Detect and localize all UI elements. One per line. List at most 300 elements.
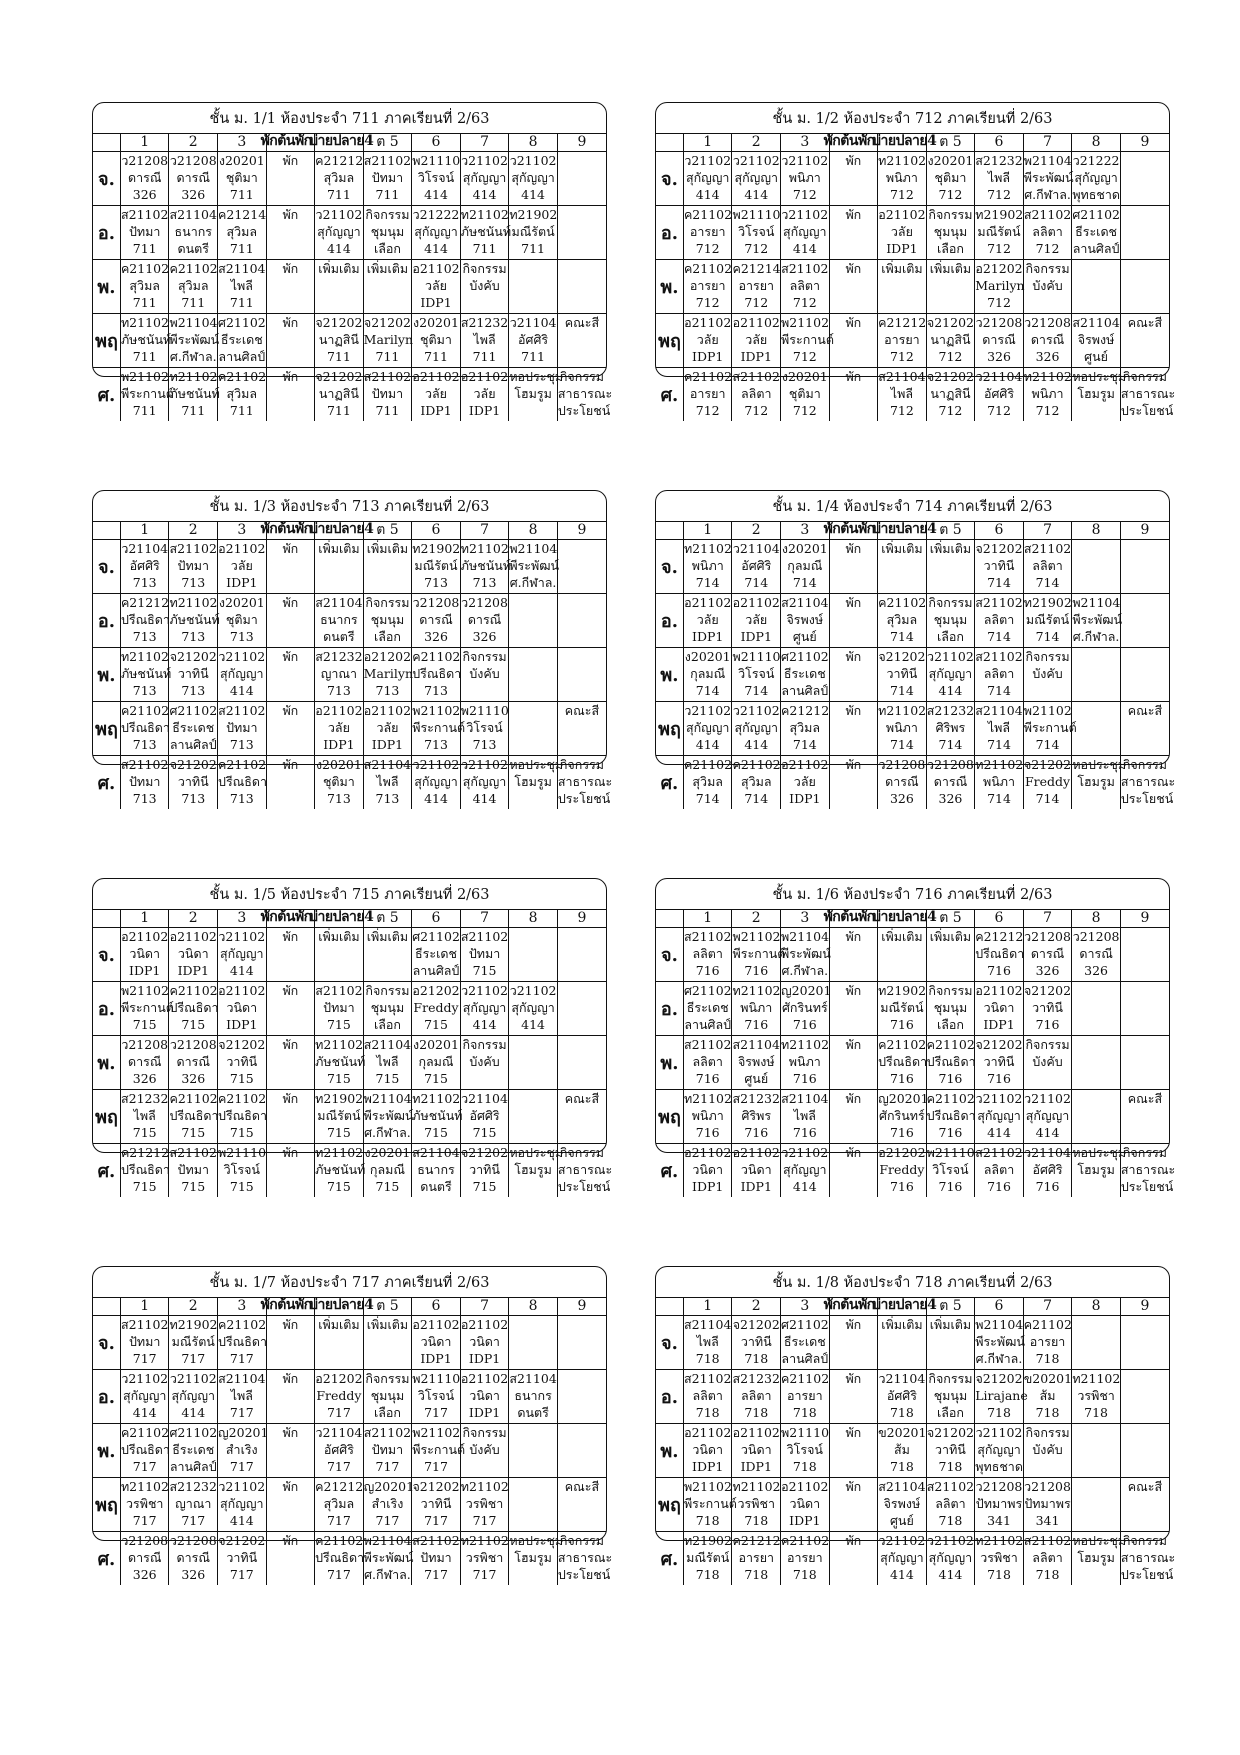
period-cell (878, 206, 927, 260)
period-cell (460, 1036, 509, 1090)
period-cell (975, 540, 1024, 594)
period-cell (169, 756, 218, 810)
subject-code: อ21102 (684, 1425, 732, 1440)
period-cell (120, 368, 174, 422)
room-label: 414 (181, 1405, 206, 1420)
room-label: 414 (938, 683, 963, 698)
period-cell (412, 314, 461, 368)
period-cell (1120, 982, 1169, 1036)
period-cell (732, 928, 786, 982)
period-header (872, 521, 937, 540)
class-timetable (92, 490, 613, 806)
teacher-name: อารยา (884, 332, 920, 347)
room-label: 717 (229, 1351, 254, 1366)
subject-code: พัก (845, 595, 862, 610)
subject-code: ศ21102 (218, 315, 266, 330)
period-cell (683, 1424, 732, 1478)
period-header: 2 (169, 1298, 218, 1316)
teacher-name: ปัทมา (226, 720, 258, 735)
teacher-name: วรพิชา (125, 1496, 164, 1511)
period-cell (557, 206, 606, 260)
room-label: 326 (132, 1567, 157, 1582)
subject-code: ส21104 (315, 595, 363, 610)
teacher-name: ภัษชนันท์ (169, 612, 220, 627)
room-label: 414 (1035, 1125, 1060, 1140)
period-cell (1072, 1090, 1121, 1144)
room-label: เลือก (373, 241, 401, 256)
period-cell (732, 260, 781, 314)
period-cell (460, 1316, 509, 1370)
period-cell (557, 1036, 606, 1090)
period-cell (120, 1478, 169, 1532)
period-cell (363, 1424, 412, 1478)
period-cell (1072, 1144, 1127, 1198)
period-cell (218, 314, 267, 368)
break-cell (829, 368, 878, 422)
teacher-name: พีระกานต์ (120, 1000, 174, 1015)
subject-code: ส21232 (975, 153, 1023, 168)
period-cell (363, 206, 412, 260)
subject-code: ท21102 (120, 649, 169, 664)
teacher-name: สุกัญญา (977, 1108, 1021, 1123)
teacher-name: ชุมนุม (933, 612, 968, 627)
subject-code: ค21102 (781, 1533, 830, 1548)
subject-code: ค21102 (1023, 1317, 1072, 1332)
subject-code: พัก (282, 207, 299, 222)
period-cell (781, 928, 830, 982)
break-cell (829, 1036, 878, 1090)
teacher-name: วนิดา (469, 1334, 500, 1349)
period-cell (926, 928, 975, 982)
period-cell (1072, 756, 1127, 810)
period-header: 2 (169, 522, 218, 540)
room-label: 714 (744, 791, 769, 806)
subject-code: พัก (845, 1533, 862, 1548)
teacher-name: สาธารณะ (557, 1162, 613, 1177)
period-cell (169, 206, 218, 260)
teacher-name: ปรีณธิดา (878, 1054, 928, 1069)
room-label: ประโยชน์ (1120, 791, 1174, 806)
period-cell (878, 1090, 927, 1144)
teacher-name: บังคับ (469, 1054, 500, 1069)
day-row (656, 260, 1169, 314)
period-cell (1072, 540, 1121, 594)
subject-code: ว21208 (461, 595, 508, 610)
class-timetable (92, 102, 613, 418)
room-label: 713 (132, 791, 157, 806)
teacher-name: วลัย (376, 720, 399, 735)
subject-code: จ21202 (460, 1145, 509, 1160)
room-label: 714 (744, 575, 769, 590)
subject-code: พ21110 (412, 1371, 461, 1386)
subject-code: ง20201 (684, 649, 731, 664)
subject-code: ว21104 (975, 369, 1023, 384)
teacher-name: จิรพงษ์ (1077, 332, 1115, 347)
period-header: 9 (557, 910, 606, 928)
subject-code: คณะสี (1127, 1091, 1163, 1106)
subject-code: ส21104 (363, 757, 412, 772)
teacher-name: ดารณี (127, 170, 162, 185)
subject-code: พ21102 (412, 1425, 461, 1440)
teacher-name: อัศศิริ (1032, 1162, 1063, 1177)
teacher-name: ดารณี (176, 1550, 210, 1565)
room-label: 714 (987, 575, 1011, 590)
room-label: 717 (132, 1513, 157, 1528)
room-label: 717 (326, 1567, 351, 1582)
day-row (656, 314, 1169, 368)
period-cell (975, 206, 1024, 260)
period-cell (975, 1478, 1024, 1532)
teacher-name: นาฏสินี (318, 332, 359, 347)
period-cell (509, 314, 558, 368)
period-header: 7 (460, 910, 509, 928)
period-cell (683, 368, 732, 422)
teacher-name: พนิภา (885, 170, 918, 185)
period-header-label: บ่ายปลาย4 (872, 133, 937, 149)
subject-code: เพิ่มเติม (366, 541, 409, 556)
subject-code: กิจกรรม (928, 207, 973, 222)
room-label: 414 (229, 963, 254, 978)
room-label: 714 (792, 575, 817, 590)
period-cell (1023, 1424, 1072, 1478)
day-label: พ. (656, 1424, 683, 1478)
room-label: 713 (229, 629, 254, 644)
room-label: ลานศิลป์ (218, 349, 266, 364)
subject-code: พัก (845, 1479, 862, 1494)
period-header: 3 (781, 1298, 830, 1316)
subject-code: ค21102 (926, 1091, 975, 1106)
period-cell (557, 1090, 606, 1144)
teacher-name: โฮมรูม (514, 1162, 552, 1177)
subject-code: พัก (845, 1425, 862, 1440)
period-header: 2 (732, 134, 781, 152)
period-cell (878, 1424, 927, 1478)
subject-code: ท21902 (1023, 595, 1072, 610)
room-label: 414 (744, 187, 769, 202)
subject-code: ว21102 (927, 1533, 974, 1548)
teacher-name: วลัย (696, 332, 719, 347)
period-cell (557, 1370, 606, 1424)
teacher-name: ธีระเดช (172, 720, 215, 735)
room-label: 326 (938, 791, 963, 806)
header-corner (656, 1298, 683, 1316)
room-label: 414 (424, 187, 448, 202)
subject-code: คณะสี (1127, 1479, 1163, 1494)
day-row (656, 152, 1169, 206)
period-cell (169, 982, 218, 1036)
period-cell (732, 314, 781, 368)
room-label: 713 (132, 629, 157, 644)
subject-code: ว21102 (781, 153, 829, 168)
period-header: 7 (460, 522, 509, 540)
teacher-name: ปรีณธิดา (926, 1108, 976, 1123)
subject-code: ส21104 (363, 1037, 412, 1052)
period-header: 6 (975, 134, 1024, 152)
teacher-name: สุกัญญา (928, 1550, 973, 1565)
subject-code: เพิ่มเติม (366, 1317, 409, 1332)
room-label: 711 (326, 349, 351, 364)
teacher-name: ลลิตา (1032, 224, 1063, 239)
day-label: จ. (656, 152, 683, 206)
teacher-name: ศิริพร (741, 1108, 772, 1123)
period-cell (781, 368, 830, 422)
subject-code: ค21102 (683, 369, 733, 384)
teacher-name: Marilyn (363, 332, 414, 347)
timetable-grid (93, 909, 613, 1197)
period-cell (683, 594, 732, 648)
subject-code: จ21202 (1023, 757, 1072, 772)
room-label: 716 (938, 1071, 963, 1086)
period-header: ต 5 (926, 910, 975, 928)
teacher-name: ธีระเดช (415, 946, 457, 961)
teacher-name: ปรีณธิดา (218, 774, 268, 789)
period-cell (683, 1144, 732, 1198)
period-cell (460, 368, 509, 422)
period-header-label: พักต้นพัก (260, 521, 312, 537)
room-label: 717 (424, 1567, 448, 1582)
period-header: 3 (218, 1298, 267, 1316)
room-label: 716 (744, 963, 769, 978)
period-cell (1120, 152, 1169, 206)
teacher-name: ปัทมา (128, 774, 161, 789)
subject-code: อ21102 (363, 703, 412, 718)
period-header-row (656, 1298, 1169, 1316)
subject-code: ส21102 (975, 1145, 1023, 1160)
teacher-name: พีระพัฒน์ (169, 332, 220, 347)
room-label: 715 (472, 1125, 497, 1140)
day-row (656, 1090, 1169, 1144)
period-header (872, 909, 937, 928)
subject-code: ว21102 (927, 649, 974, 664)
break-cell (829, 982, 878, 1036)
period-cell (218, 1090, 267, 1144)
period-cell (315, 1316, 364, 1370)
subject-code: พัก (845, 1091, 862, 1106)
day-row (656, 1036, 1169, 1090)
teacher-name: สุกัญญา (220, 666, 264, 681)
subject-code: ค21102 (878, 595, 927, 610)
teacher-name: วลัย (890, 224, 913, 239)
period-cell (218, 982, 267, 1036)
room-label: 326 (987, 349, 1011, 364)
period-cell (1120, 756, 1176, 810)
subject-code: อ21102 (460, 369, 509, 384)
subject-code: ค21212 (120, 1145, 170, 1160)
period-cell (975, 1090, 1024, 1144)
subject-code: ว21102 (461, 983, 508, 998)
teacher-name: ปรีณธิดา (926, 1054, 976, 1069)
room-label: 713 (472, 737, 497, 752)
teacher-name: Freddy (316, 1388, 362, 1403)
period-cell (218, 648, 267, 702)
period-header: 6 (975, 522, 1024, 540)
period-cell (120, 1144, 169, 1198)
subject-code: ว21102 (975, 1425, 1023, 1440)
room-label: 716 (792, 1125, 817, 1140)
day-row (656, 982, 1169, 1036)
subject-code: พัก (282, 983, 299, 998)
teacher-name: พนิภา (788, 1054, 821, 1069)
period-cell (315, 540, 364, 594)
timetable-grid (93, 133, 613, 421)
period-cell (1072, 206, 1121, 260)
teacher-name: สุกัญญา (1025, 1108, 1070, 1123)
period-cell (363, 540, 412, 594)
break-cell (266, 368, 315, 422)
period-header: 9 (1120, 134, 1169, 152)
period-cell (169, 1036, 218, 1090)
period-header-row (656, 522, 1169, 540)
period-cell (315, 756, 364, 810)
teacher-name: วิโรจน์ (466, 720, 503, 735)
day-row (93, 1424, 606, 1478)
teacher-name: มณีรัตน์ (414, 558, 458, 573)
room-label: 717 (229, 1405, 254, 1420)
subject-code: อ21102 (781, 757, 829, 772)
period-cell (1120, 206, 1169, 260)
period-cell (460, 1090, 509, 1144)
room-label: IDP1 (789, 791, 821, 806)
teacher-name: อารยา (689, 386, 726, 401)
teacher-name: ไพลี (987, 720, 1011, 735)
period-cell (1072, 152, 1121, 206)
subject-code: ว21102 (509, 983, 557, 998)
subject-code: ส21102 (1023, 541, 1072, 556)
room-label: IDP1 (886, 241, 918, 256)
subject-code: ท21102 (732, 983, 781, 998)
teacher-name: อารยา (738, 1550, 775, 1565)
room-label: ลานศิลป์ (169, 1459, 217, 1474)
timetable-grid (656, 1297, 1176, 1585)
room-label: 717 (132, 1351, 157, 1366)
teacher-name: วรพิชา (465, 1550, 504, 1565)
period-cell (1023, 1316, 1072, 1370)
teacher-name: สำเริง (225, 1442, 258, 1457)
period-header (309, 521, 374, 540)
room-label: ศ.กีฬาล. (781, 963, 829, 978)
teacher-name: ปรีณธิดา (120, 1442, 170, 1457)
subject-code: ท21102 (878, 703, 927, 718)
subject-code: กิจกรรม (928, 1371, 973, 1386)
teacher-name: กุลมณี (787, 558, 823, 573)
teacher-name: วรพิชา (1077, 1388, 1115, 1403)
period-cell (683, 1316, 732, 1370)
subject-code: ท21902 (683, 1533, 732, 1548)
room-label: 714 (987, 737, 1011, 752)
subject-code: ส21102 (975, 649, 1023, 664)
period-cell (1023, 702, 1077, 756)
period-cell (1072, 1532, 1127, 1586)
period-cell (781, 756, 830, 810)
period-header: 7 (1023, 910, 1072, 928)
period-cell (732, 648, 781, 702)
teacher-name: ดารณี (1079, 946, 1113, 961)
period-cell (218, 1144, 267, 1198)
day-row (656, 1370, 1169, 1424)
period-cell (781, 1090, 830, 1144)
break-cell (829, 1144, 878, 1198)
room-label: 715 (472, 1179, 497, 1194)
period-header-label: พักต้นพัก (260, 133, 312, 149)
subject-code: กิจกรรม (1025, 649, 1070, 664)
subject-code: พัก (845, 369, 862, 384)
period-cell (169, 540, 218, 594)
subject-code: ส21102 (121, 1317, 169, 1332)
header-corner (656, 522, 683, 540)
period-cell (315, 1370, 364, 1424)
room-label: 715 (229, 1179, 254, 1194)
room-label: 718 (1084, 1405, 1109, 1420)
teacher-name: ไพลี (890, 386, 913, 401)
teacher-name: ธีระเดช (783, 1334, 826, 1349)
teacher-name: อารยา (787, 1550, 823, 1565)
period-cell (1023, 1478, 1072, 1532)
room-label: 718 (695, 1567, 720, 1582)
room-label: 711 (229, 295, 254, 310)
period-cell (363, 1316, 412, 1370)
room-label: 714 (1035, 791, 1060, 806)
period-cell (781, 1144, 830, 1198)
period-cell (926, 368, 975, 422)
period-cell (363, 368, 412, 422)
subject-code: ว21102 (412, 757, 460, 772)
subject-code: ท21102 (460, 1533, 509, 1548)
teacher-name: โฮมรูม (1077, 386, 1115, 401)
teacher-name: วลัย (424, 386, 447, 401)
period-cell (557, 648, 606, 702)
subject-code: ส21102 (121, 757, 169, 772)
period-header: 3 (781, 910, 830, 928)
subject-code: ง20201 (413, 315, 459, 330)
period-cell (363, 260, 412, 314)
room-label: IDP1 (789, 1513, 821, 1528)
teacher-name: อารยา (689, 224, 726, 239)
period-header: 6 (412, 522, 461, 540)
period-cell (683, 1090, 732, 1144)
header-corner (93, 134, 120, 152)
period-cell (1120, 314, 1169, 368)
subject-code: อ21102 (218, 541, 266, 556)
room-label: 414 (695, 187, 720, 202)
teacher-name: ปรีณธิดา (218, 1334, 268, 1349)
period-cell (926, 1090, 975, 1144)
teacher-name: ชุติมา (788, 386, 821, 401)
teacher-name: ปรีณธิดา (120, 612, 170, 627)
period-header: 9 (557, 134, 606, 152)
room-label: ศูนย์ (744, 1071, 769, 1086)
teacher-name: สุวิมล (789, 720, 821, 735)
period-header (823, 909, 878, 928)
room-label: 414 (938, 1567, 963, 1582)
period-cell (683, 1478, 737, 1532)
period-header: 9 (1120, 1298, 1169, 1316)
room-label: 711 (229, 187, 254, 202)
teacher-name: ส้ม (893, 1442, 910, 1457)
period-cell (169, 1370, 218, 1424)
subject-code: ว21208 (975, 315, 1023, 330)
teacher-name: สุวิมล (226, 224, 258, 239)
room-label: 715 (375, 1179, 400, 1194)
subject-code: เพิ่มเติม (881, 541, 923, 556)
teacher-name: อารยา (738, 278, 775, 293)
subject-code: พ21104 (1023, 153, 1072, 168)
teacher-name: ลลิตา (692, 1388, 723, 1403)
day-row (93, 1144, 606, 1198)
subject-code: ค21102 (683, 261, 733, 276)
subject-code: คณะสี (564, 1091, 600, 1106)
subject-code: ท21102 (315, 1145, 364, 1160)
teacher-name: ไพลี (230, 1388, 253, 1403)
